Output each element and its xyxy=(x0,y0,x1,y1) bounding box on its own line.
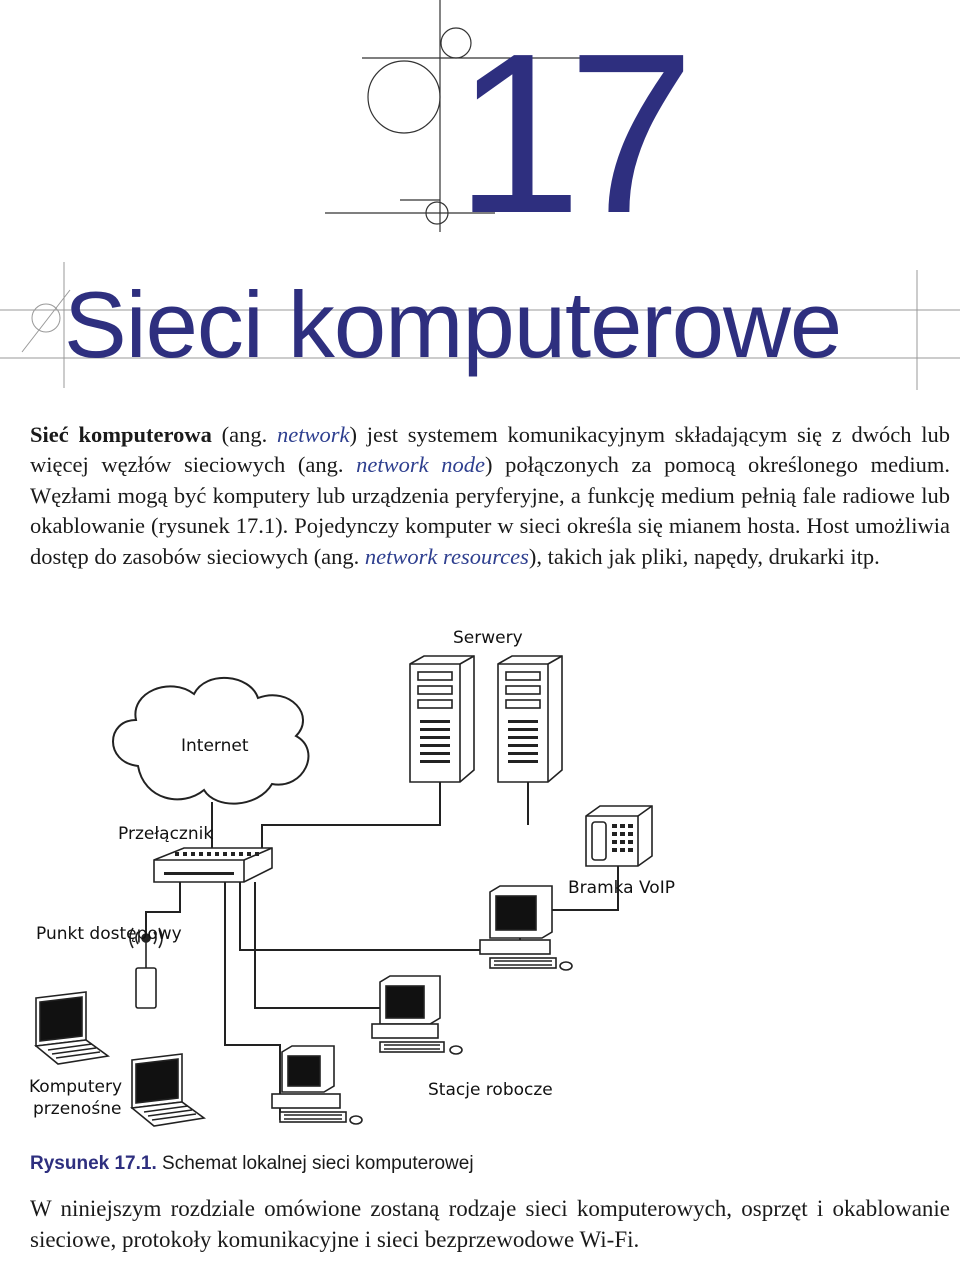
english-term-network-node: network node xyxy=(356,452,486,478)
workstation-icon xyxy=(480,886,572,970)
server-icon xyxy=(498,656,562,782)
caption-text: Schemat lokalnej sieci komputerowej xyxy=(156,1153,474,1174)
label-access-point: Punkt dostępowy xyxy=(36,924,182,944)
label-switch: Przełącznik xyxy=(118,824,214,844)
link-ws1 xyxy=(240,882,520,950)
intro-text-3: ) połączonych za pomocą określonego medium. Węzłami mogą być komputery lub urządzenia peryferyjne, a funkcję medium pełnią fale radiowe lub okablowanie (rysunek 17.1). Pojedynczy komputer w sieci określa się mianem hosta. Host umożliwia dostęp do zasobów sieciowych (ang. xyxy=(30,452,950,569)
chapter-title: Sieci komputerowe xyxy=(64,272,842,377)
label-laptops-line2: przenośne xyxy=(33,1099,122,1119)
link-server1-switch xyxy=(262,782,440,848)
label-laptops-line1: Komputery xyxy=(29,1077,123,1097)
figure-caption xyxy=(30,1153,474,1175)
link-ws3 xyxy=(225,882,280,1120)
switch-icon xyxy=(154,848,272,882)
workstation-icon xyxy=(272,1046,362,1124)
outro-paragraph: W niniejszym rozdziale omówione zostaną rodzaje sieci komputerowych, osprzęt i okablowanie sieciowe, protokoły komunikacyjne i sieci bezprzewodowe Wi-Fi. xyxy=(30,1196,950,1252)
voip-phone-icon xyxy=(586,806,652,866)
intro-text-2: ) jest systemem komunikacyjnym składającym się z dwóch lub więcej węzłów sieciowych (ang. xyxy=(30,422,950,478)
english-term-network-resources: network resources xyxy=(364,543,529,569)
laptop-icon xyxy=(36,992,108,1064)
chapter-number: 17 xyxy=(455,7,681,261)
intro-text-4: ), takich jak pliki, napędy, drukarki itp. xyxy=(528,543,880,569)
network-diagram xyxy=(0,620,960,1150)
caption-number: Rysunek 17.1. xyxy=(30,1153,157,1174)
label-workstations: Stacje robocze xyxy=(428,1080,553,1100)
network-diagram-drawing xyxy=(0,620,960,1150)
label-voip: Bramka VoIP xyxy=(568,878,675,898)
intro-term: Sieć komputerowa xyxy=(30,422,212,447)
server-icon xyxy=(410,656,474,782)
english-term-network: network xyxy=(276,422,350,447)
intro-text-1: (ang. xyxy=(211,422,277,447)
laptop-icon xyxy=(132,1054,204,1126)
label-internet: Internet xyxy=(181,736,249,756)
label-servers: Serwery xyxy=(453,628,523,648)
intro-paragraph xyxy=(30,420,950,572)
workstation-icon xyxy=(372,976,462,1054)
